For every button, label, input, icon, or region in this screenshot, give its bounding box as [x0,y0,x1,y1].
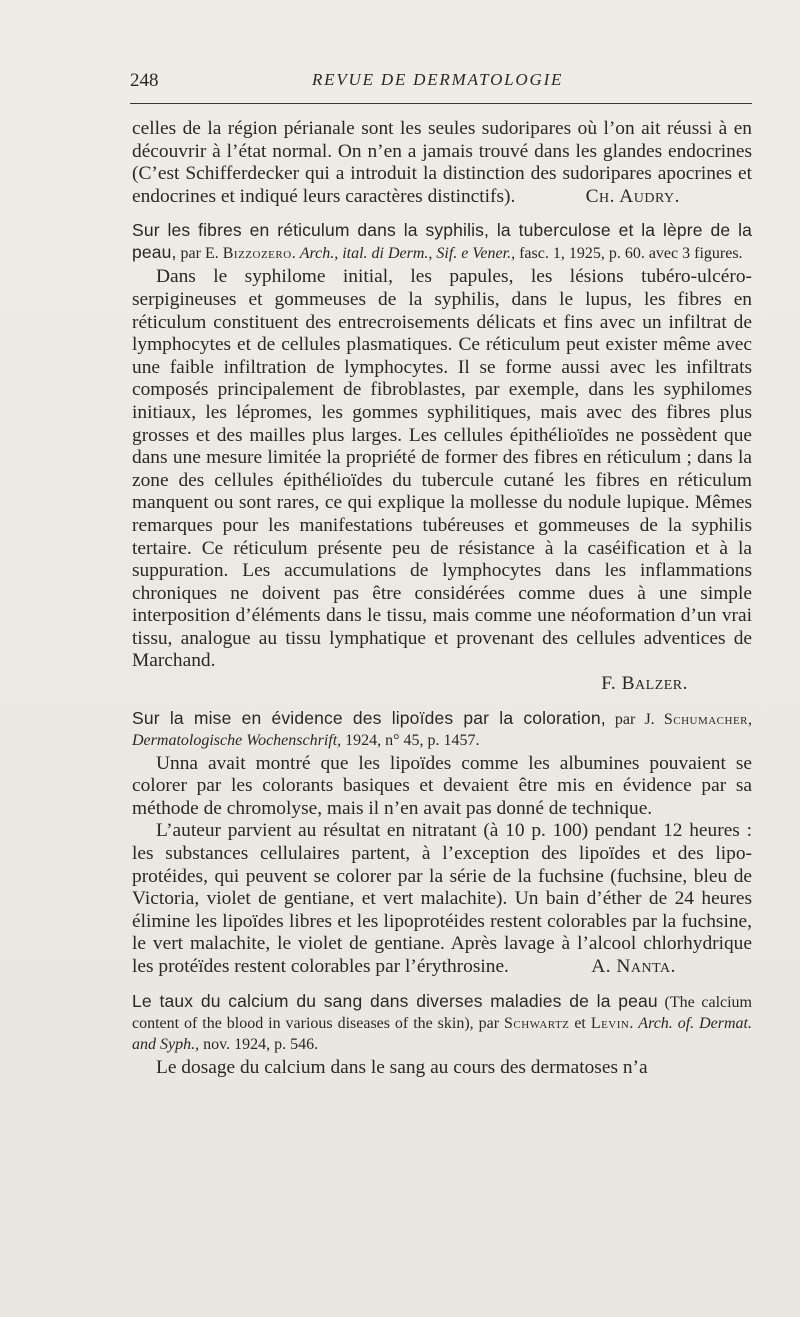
article-3-journal: Arch. of. Dermat. and Syph., [132,1014,753,1053]
page-header [130,66,750,94]
page-number: 248 [130,70,159,91]
article-1-author: Bizzozero [222,245,292,263]
article-1-heading: Sur les fibres en réticulum dans la syphilis, la tuberculose et la lèpre de la peau, par E. Bizzozero. Arch., ital. di Derm., Sif. e Vener., fasc. 1, 1925, p. 60. avec 3 figures. [132,220,752,263]
intro-paragraph: celles de la région périanale sont les seules sudoripares où l’on ait réussi à en découvrir à l’état normal. On n’en a jamais trouvé dans les glandes endocrines (C’est Schifferdecker qui a introduit la distinction des sudoripares apocrines et endocrines et indiqué leurs caractères distinctifs). Ch. Audry. [132,118,752,207]
article-1-title: Sur les fibres en réticulum dans la syphilis, la tuberculose et la lèpre de la peau, [132,220,752,263]
running-title: REVUE DE DERMATOLOGIE [312,70,564,89]
intro-signature: Ch. Audry. [585,185,680,207]
page-body [132,118,752,1079]
article-2-journal: Dermatologische Wochenschrift, [132,731,342,749]
article-2-heading: Sur la mise en évidence des lipoïdes par la coloration, par J. Schumacher, Dermatologische Wochenschrift, 1924, n° 45, p. 1457. [132,707,753,749]
article-3-title: Le taux du calcium du sang dans diverses maladies de la peau [132,990,658,1011]
article-2-paragraph-2: L’auteur parvient au résultat en nitratant (à 10 p. 100) pendant 12 heures : les substances cellulaires partent, à l’exception des lipoïdes et des lipo-protéides, qui peuvent se colorer par la série de la fuchsine (fuchsine, bleu de Victoria, violet de gentiane, et vert malachite). Un bain d’éther de 24 heures élimine les lipoïdes libres et les lipoprotéides restent colorables par la fuchsine, le vert malachite, le violet de gentiane. Après lavage à l’alcool chlorhydrique les protéïdes restent colorables par l’érythrosine. A. Nanta. [132,820,752,977]
article-2-author: Schumacher [663,710,749,728]
article-3-author: Schwartz [503,1014,570,1032]
article-3-heading: Le taux du calcium du sang dans diverses maladies de la peau (The calcium content of the blood in various diseases of the skin), par Schwartz et Levin. Arch. of. Dermat. and Syph., nov. 1924, p. 546. [132,990,753,1053]
article-1-body: Dans le syphilome initial, les papules, les lésions tubéro-ulcéro-serpigineuses et gommeuses de la syphilis, dans le lupus, les fibres en réticulum constituent des entrecroisements délicats et fins avec un infiltrat de lymphocytes et de cellules plasmatiques. Ce réticulum peut exister même avec une faible infiltration de lymphocytes. Il se forme aussi avec les infiltrats composés principalement de fibroblastes, par exemple, dans les syphilomes initiaux, les lépromes, les gommes syphilitiques, mais avec des fibres plus grosses et des mailles plus larges. Les cellules épithélioïdes ne possèdent que dans une mesure limitée la propriété de former des fibres en réticulum ; dans la zone des cellules épithélioïdes du tubercule cutané les fibres en réticulum manquent ou sont rares, ce qui explique la mollesse du nodule lupique. Mêmes remarques pour les manifestations tubéreuses et gommeuses de la syphilis tertaire. Ce réticulum présente peu de résistance à la caséification et à la suppuration. Les accumulations de lymphocytes dans les inflammations chroniques ne doivent pas être considérées comme dues à une simple interposition d’éléments dans le tissu, mais comme une néoformation d’un vrai tissu, analogue au tissu lymphatique et provenant des cellules adventices de Marchand. [132,266,752,672]
article-2-title: Sur la mise en évidence des lipoïdes par la coloration, [132,707,606,728]
article-2-signature: A. Nanta. [591,956,676,977]
article-3-author-2: Levin [590,1014,630,1032]
article-1-journal: Arch., ital. di Derm., Sif. e Vener., [299,245,516,263]
header-rule [130,103,752,104]
article-3-paragraph-1: Le dosage du calcium dans le sang au cours des dermatoses n’a [156,1056,648,1078]
article-1-signature: F. Balzer. [601,673,688,695]
article-2-paragraph-1: Unna avait montré que les lipoïdes comme les albumines pouvaient se colorer par les colorants basiques et devaient être mis en évidence par sa méthode de chromolyse, mais il n’en avait pas donné de technique. [132,752,752,819]
